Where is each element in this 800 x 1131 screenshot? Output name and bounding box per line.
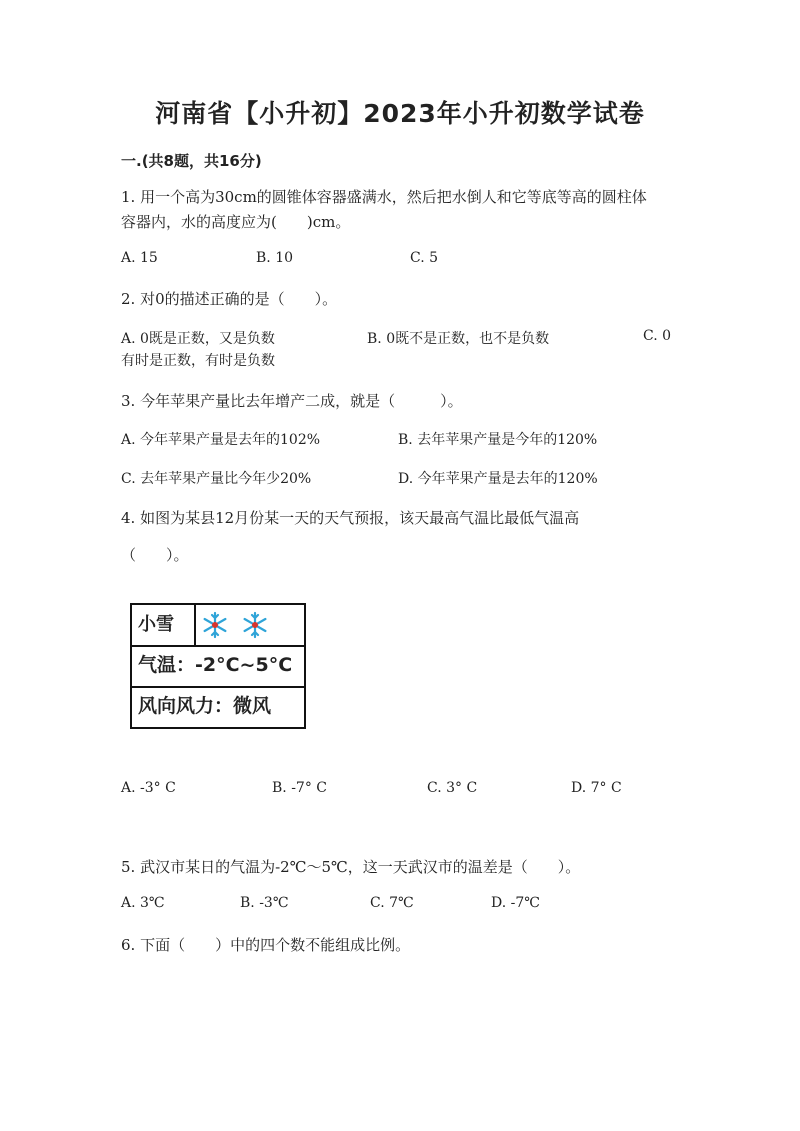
q1-option-c: C. 5 bbox=[410, 250, 439, 266]
weather-row-wind bbox=[132, 686, 304, 727]
q2-option-b: B. 0既不是正数，也不是负数 bbox=[367, 331, 550, 347]
weather-forecast-card bbox=[130, 603, 306, 729]
section-header: 一.(共8题，共16分) bbox=[121, 152, 262, 170]
snowflake-icon bbox=[200, 610, 230, 640]
q4-option-a: A. -3° C bbox=[121, 780, 176, 796]
snowflake-icon bbox=[240, 610, 270, 640]
question-4-line-1: 4. 如图为某县12月份某一天的天气预报，该天最高气温比最低气温高 bbox=[121, 509, 580, 527]
q5-option-c: C. 7℃ bbox=[370, 895, 414, 911]
weather-condition: 小雪 bbox=[132, 605, 196, 645]
question-6-line-1: 6. 下面（ ）中的四个数不能组成比例。 bbox=[121, 936, 411, 954]
weather-wind: 风向风力：微风 bbox=[138, 695, 272, 717]
q3-option-a: A. 今年苹果产量是去年的102% bbox=[121, 432, 321, 448]
q3-option-c: C. 去年苹果产量比今年少20% bbox=[121, 471, 312, 487]
question-2-line-1: 2. 对0的描述正确的是（ ）。 bbox=[121, 290, 338, 308]
q4-option-c: C. 3° C bbox=[427, 780, 478, 796]
q2-option-c: C. 0 bbox=[643, 328, 672, 344]
q3-option-b: B. 去年苹果产量是今年的120% bbox=[398, 432, 598, 448]
q5-option-d: D. -7℃ bbox=[491, 895, 540, 911]
weather-row-condition bbox=[132, 605, 304, 647]
page-title: 河南省【小升初】2023年小升初数学试卷 bbox=[155, 99, 645, 128]
question-1-line-1: 1. 用一个高为30cm的圆锥体容器盛满水，然后把水倒人和它等底等高的圆柱体 bbox=[121, 188, 647, 206]
question-5-line-1: 5. 武汉市某日的气温为-2℃～5℃，这一天武汉市的温差是（ ）。 bbox=[121, 858, 581, 876]
q3-option-d: D. 今年苹果产量是去年的120% bbox=[398, 471, 598, 487]
q1-option-a: A. 15 bbox=[121, 250, 158, 266]
weather-temperature: 气温：-2°C~5°C bbox=[138, 654, 293, 676]
q4-option-d: D. 7° C bbox=[571, 780, 622, 796]
question-4-line-2: （ ）。 bbox=[121, 546, 189, 564]
q5-option-b: B. -3℃ bbox=[240, 895, 289, 911]
weather-row-temperature bbox=[132, 645, 304, 688]
question-3-line-1: 3. 今年苹果产量比去年增产二成，就是（ ）。 bbox=[121, 392, 463, 410]
q5-option-a: A. 3℃ bbox=[121, 895, 165, 911]
q1-option-b: B. 10 bbox=[256, 250, 294, 266]
q2-option-a: A. 0既是正数，又是负数 bbox=[121, 331, 275, 347]
question-1-line-2: 容器内，水的高度应为( )cm。 bbox=[121, 213, 351, 231]
q4-option-b: B. -7° C bbox=[272, 780, 327, 796]
q2-option-c-continued: 有时是正数，有时是负数 bbox=[121, 353, 275, 369]
